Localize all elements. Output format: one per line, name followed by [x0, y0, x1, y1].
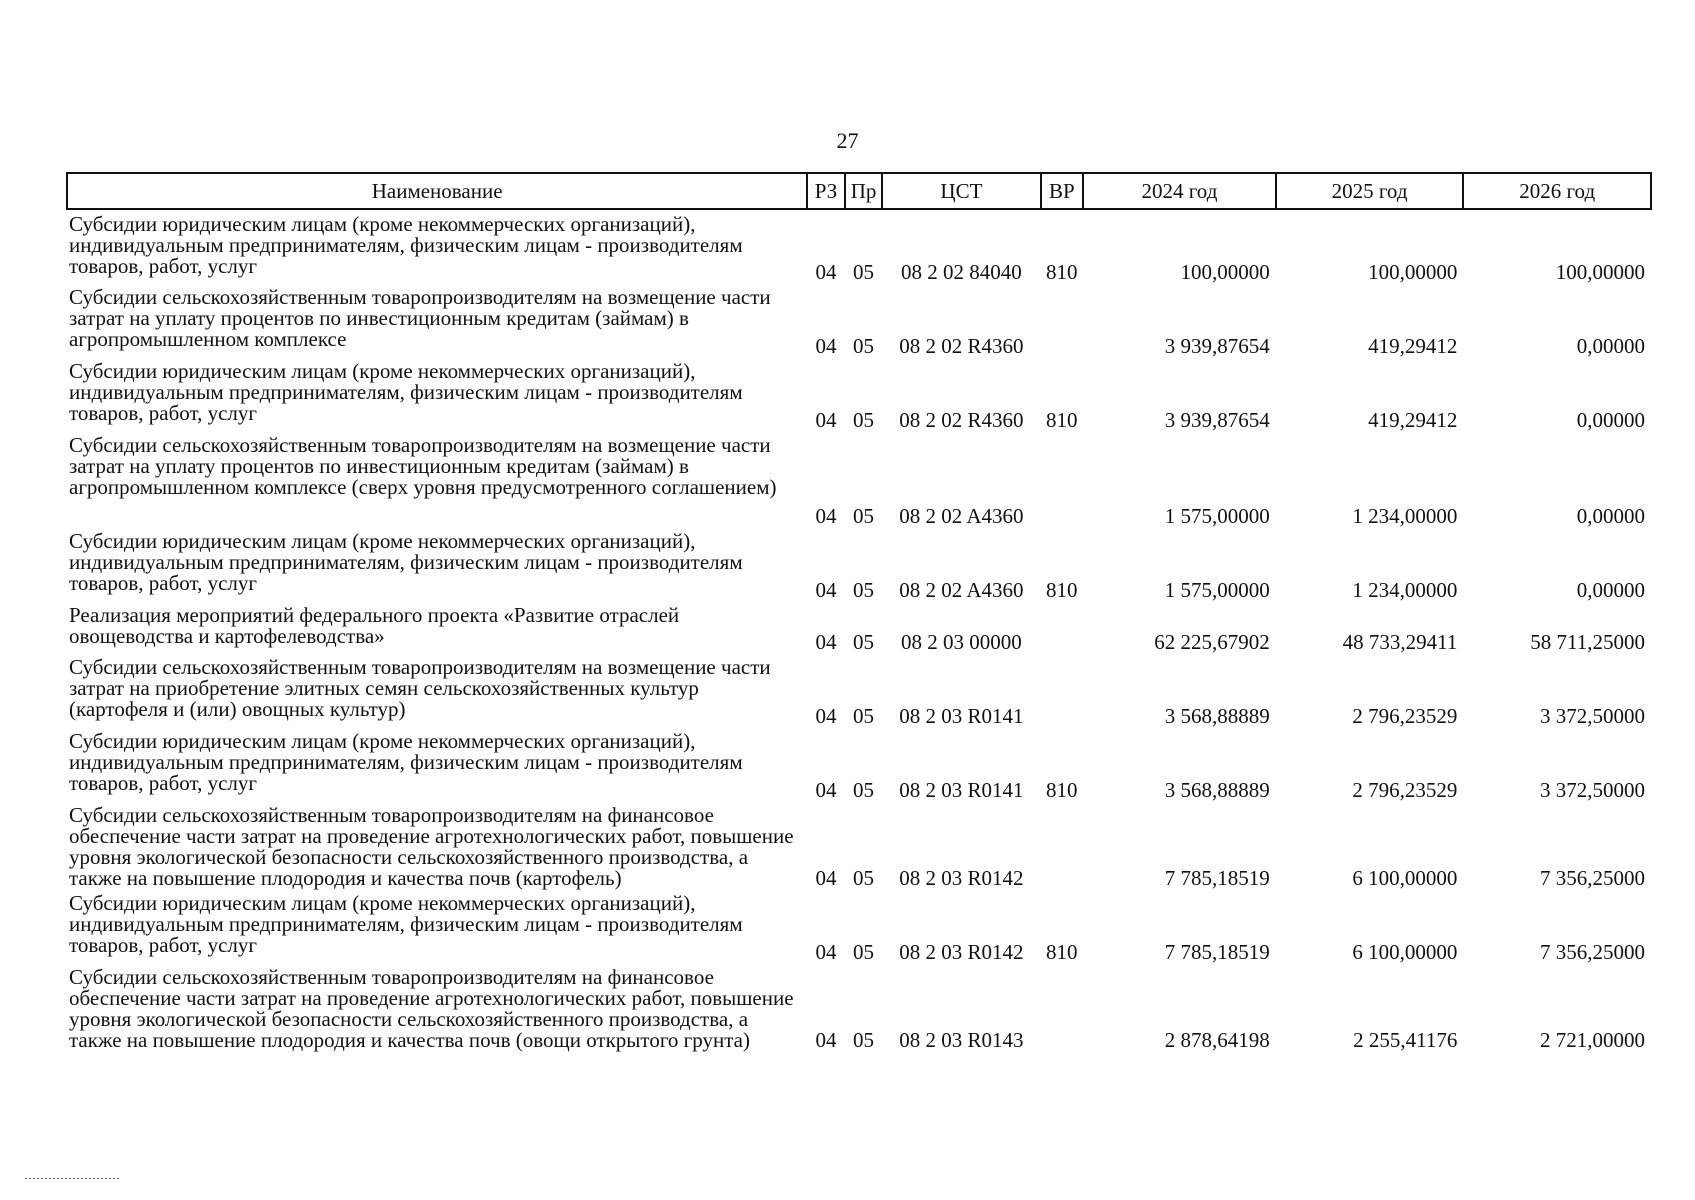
row-vr: [1041, 653, 1084, 727]
row-cst: 08 2 02 R4360: [899, 334, 1024, 358]
row-rz: 04: [815, 578, 837, 602]
row-2024: 1 575,00000: [1164, 578, 1270, 602]
row-pr: 05: [853, 630, 875, 654]
row-pr: 05: [853, 1028, 875, 1052]
row-name: Субсидии сельскохозяйственным товаропроизводителям на возмещение части затрат на уплату процентов по инвестиционным кредитам (займам) в агропромышленном комплексе (сверх уровня предусмотренного соглашением): [69, 433, 777, 499]
row-2025: 2 255,41176: [1353, 1028, 1458, 1052]
row-2026: 2 721,00000: [1540, 1028, 1645, 1052]
row-2026: 3 372,50000: [1540, 704, 1645, 728]
table-row: [67, 889, 1651, 963]
table-row: [67, 963, 1651, 1051]
row-2024: 3 568,88889: [1164, 778, 1270, 802]
row-2026: 0,00000: [1576, 408, 1645, 432]
page-number: 27: [836, 128, 859, 153]
row-2025: 6 100,00000: [1352, 866, 1458, 890]
row-cst: 08 2 03 R0142: [899, 866, 1024, 890]
row-cst: 08 2 02 R4360: [899, 408, 1024, 432]
row-2024: 100,00000: [1180, 260, 1270, 284]
scan-artifact: [25, 1178, 121, 1179]
row-name: Субсидии сельскохозяйственным товаропроизводителям на возмещение части затрат на уплату процентов по инвестиционным кредитам (займам) в агропромышленном комплексе: [69, 285, 771, 351]
row-rz: 04: [815, 866, 837, 890]
header-2026: 2026 год: [1463, 173, 1651, 209]
row-2025: 48 733,29411: [1342, 630, 1458, 654]
row-cst: 08 2 03 R0141: [899, 778, 1024, 802]
row-rz: 04: [815, 504, 837, 528]
header-cst: ЦСТ: [882, 173, 1040, 209]
row-2025: 6 100,00000: [1352, 940, 1458, 964]
header-name: Наименование: [67, 173, 807, 209]
row-2026: 3 372,50000: [1540, 778, 1645, 802]
table-row: [67, 357, 1651, 431]
row-vr: 810: [1046, 408, 1078, 432]
row-pr: 05: [853, 260, 875, 284]
row-name: Субсидии юридическим лицам (кроме некоммерческих организаций), индивидуальным предпринимателям, физическим лицам - производителям товаров, работ, услуг: [69, 359, 743, 425]
row-cst: 08 2 03 R0141: [899, 704, 1024, 728]
row-pr: 05: [853, 578, 875, 602]
row-vr: [1041, 963, 1084, 1051]
row-rz: 04: [815, 334, 837, 358]
row-name: Субсидии юридическим лицам (кроме некоммерческих организаций), индивидуальным предпринимателям, физическим лицам - производителям товаров, работ, услуг: [69, 212, 743, 278]
table-row: [67, 209, 1651, 283]
header-pr: Пр: [845, 173, 883, 209]
row-2025: 2 796,23529: [1352, 778, 1458, 802]
row-vr: [1041, 431, 1084, 527]
row-cst: 08 2 03 00000: [901, 630, 1022, 654]
row-rz: 04: [815, 260, 837, 284]
row-rz: 04: [815, 704, 837, 728]
row-2024: 62 225,67902: [1154, 630, 1270, 654]
row-pr: 05: [853, 704, 875, 728]
row-name: Субсидии сельскохозяйственным товаропроизводителям на финансовое обеспечение части затрат на проведение агротехнологических работ, повышение уровня экологической безопасности сельскохозяйственного производства, а также на повышение плодородия и качества почв (овощи открытого грунта): [69, 965, 794, 1052]
row-vr: 810: [1046, 260, 1078, 284]
row-pr: 05: [853, 504, 875, 528]
row-rz: 04: [815, 778, 837, 802]
row-2026: 0,00000: [1576, 504, 1645, 528]
row-name: Субсидии юридическим лицам (кроме некоммерческих организаций), индивидуальным предпринимателям, физическим лицам - производителям товаров, работ, услуг: [69, 729, 743, 795]
row-vr: 810: [1046, 940, 1078, 964]
row-2025: 100,00000: [1368, 260, 1458, 284]
row-cst: 08 2 02 A4360: [899, 504, 1024, 528]
row-pr: 05: [853, 334, 875, 358]
row-2026: 0,00000: [1576, 578, 1645, 602]
table-row: [67, 527, 1651, 601]
row-2025: 2 796,23529: [1352, 704, 1458, 728]
row-pr: 05: [853, 778, 875, 802]
row-cst: 08 2 02 A4360: [899, 578, 1024, 602]
row-2026: 7 356,25000: [1540, 866, 1645, 890]
table-row: [67, 653, 1651, 727]
row-2024: 3 939,87654: [1164, 334, 1270, 358]
table-row: [67, 727, 1651, 801]
header-2025: 2025 год: [1276, 173, 1464, 209]
table-row: [67, 283, 1651, 357]
row-rz: 04: [815, 408, 837, 432]
row-rz: 04: [815, 940, 837, 964]
header-2024: 2024 год: [1083, 173, 1276, 209]
row-cst: 08 2 03 R0143: [899, 1028, 1024, 1052]
row-name: Субсидии юридическим лицам (кроме некоммерческих организаций), индивидуальным предпринимателям, физическим лицам - производителям товаров, работ, услуг: [69, 529, 743, 595]
row-cst: 08 2 02 84040: [901, 260, 1022, 284]
row-vr: [1041, 283, 1084, 357]
row-name: Реализация мероприятий федерального проекта «Развитие отраслей овощеводства и картофелеводства»: [69, 603, 680, 648]
header-vr: ВР: [1041, 173, 1084, 209]
row-pr: 05: [853, 940, 875, 964]
row-name: Субсидии сельскохозяйственным товаропроизводителям на возмещение части затрат на приобретение элитных семян сельскохозяйственных культур (картофеля и (или) овощных культур): [69, 655, 771, 721]
row-2025: 419,29412: [1368, 408, 1458, 432]
row-name: Субсидии юридическим лицам (кроме некоммерческих организаций), индивидуальным предпринимателям, физическим лицам - производителям товаров, работ, услуг: [69, 891, 743, 957]
row-2026: 7 356,25000: [1540, 940, 1645, 964]
row-vr: [1041, 601, 1084, 653]
budget-table: [66, 172, 1652, 1051]
row-2024: 1 575,00000: [1164, 504, 1270, 528]
row-vr: [1041, 801, 1084, 889]
row-2025: 1 234,00000: [1352, 578, 1458, 602]
table-header-row: [67, 173, 1651, 209]
row-rz: 04: [815, 1028, 837, 1052]
row-2026: 0,00000: [1576, 334, 1645, 358]
row-2025: 1 234,00000: [1352, 504, 1458, 528]
row-2024: 3 568,88889: [1164, 704, 1270, 728]
table-row: [67, 431, 1651, 527]
row-cst: 08 2 03 R0142: [899, 940, 1024, 964]
table-row: [67, 601, 1651, 653]
row-2026: 58 711,25000: [1530, 630, 1645, 654]
header-rz: РЗ: [807, 173, 845, 209]
row-2024: 7 785,18519: [1164, 866, 1270, 890]
row-2024: 3 939,87654: [1164, 408, 1270, 432]
row-2024: 2 878,64198: [1164, 1028, 1270, 1052]
row-pr: 05: [853, 408, 875, 432]
table-row: [67, 801, 1651, 889]
row-name: Субсидии сельскохозяйственным товаропроизводителям на финансовое обеспечение части затрат на проведение агротехнологических работ, повышение уровня экологической безопасности сельскохозяйственного производства, а также на повышение плодородия и качества почв (картофель): [69, 803, 794, 890]
row-2025: 419,29412: [1368, 334, 1458, 358]
row-pr: 05: [853, 866, 875, 890]
row-rz: 04: [815, 630, 837, 654]
row-vr: 810: [1046, 778, 1078, 802]
row-vr: 810: [1046, 578, 1078, 602]
row-2026: 100,00000: [1555, 260, 1645, 284]
row-2024: 7 785,18519: [1164, 940, 1270, 964]
